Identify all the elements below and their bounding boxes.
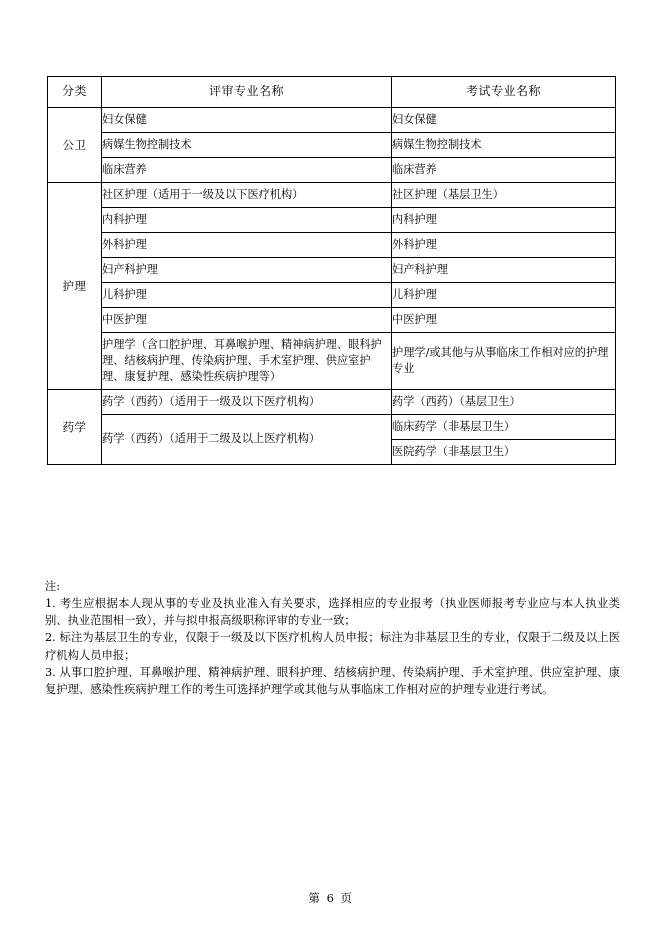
exam-cell — [392, 415, 616, 440]
review-text: 病媒生物控制技术 — [102, 137, 192, 151]
review-text: 社区护理（适用于一级及以下医疗机构） — [102, 187, 304, 201]
exam-text: 妇产科护理 — [392, 262, 448, 276]
exam-text: 社区护理（基层卫生） — [392, 187, 504, 201]
note-item-1: 1. 考生应根据本人现从事的专业及执业准入有关要求，选择相应的专业报考（执业医师报考专业应与本人执业类别、执业范围相一致），并与拟申报高级职称评审的专业一致； — [45, 597, 620, 628]
exam-text: 临床药学（非基层卫生） — [392, 419, 516, 433]
review-cell — [102, 183, 392, 208]
exam-text: 中医护理 — [392, 312, 437, 326]
exam-cell — [392, 283, 616, 308]
category-cell-nursing: 护理 — [48, 183, 102, 390]
exam-cell — [392, 233, 616, 258]
review-cell — [102, 233, 392, 258]
header-category: 分类 — [48, 77, 102, 108]
review-cell — [102, 333, 392, 390]
review-text: 护理学（含口腔护理、耳鼻喉护理、精神病护理、眼科护理、结核病护理、传染病护理、手术室护理、供应室护理、康复护理、感染性疾病护理等） — [102, 337, 382, 384]
table-header-row — [48, 77, 616, 108]
review-text: 妇女保健 — [102, 112, 147, 126]
exam-text: 护理学/或其他与从事临床工作相对应的护理专业 — [392, 345, 609, 375]
review-cell — [102, 208, 392, 233]
exam-text: 临床营养 — [392, 162, 437, 176]
table-row — [48, 308, 616, 333]
note-item-3: 3. 从事口腔护理、耳鼻喉护理、精神病护理、眼科护理、结核病护理、传染病护理、手术室护理、供应室护理、康复护理、感染性疾病护理工作的考生可选择护理学或其他与从事临床工作相对应的护理专业进行考试。 — [45, 665, 620, 696]
exam-cell — [392, 308, 616, 333]
review-text: 药学（西药）（适用于二级及以上医疗机构） — [102, 432, 321, 446]
notes-heading: 注: — [45, 580, 61, 593]
review-text: 妇产科护理 — [102, 262, 158, 276]
table-row — [48, 233, 616, 258]
table-row — [48, 415, 616, 440]
table-row — [48, 258, 616, 283]
review-text: 儿科护理 — [102, 287, 147, 301]
specialty-table — [47, 76, 616, 465]
exam-cell — [392, 258, 616, 283]
review-text: 中医护理 — [102, 312, 147, 326]
exam-text: 内科护理 — [392, 212, 437, 226]
exam-cell — [392, 390, 616, 415]
page-footer — [0, 890, 662, 906]
table-row — [48, 158, 616, 183]
exam-cell — [392, 158, 616, 183]
table-row — [48, 183, 616, 208]
category-cell-public-health: 公卫 — [48, 108, 102, 183]
review-text: 外科护理 — [102, 237, 147, 251]
header-exam-specialty: 考试专业名称 — [392, 77, 616, 108]
exam-text: 外科护理 — [392, 237, 437, 251]
review-cell — [102, 390, 392, 415]
exam-text: 医院药学（非基层卫生） — [392, 444, 516, 458]
table-row — [48, 333, 616, 390]
exam-cell — [392, 333, 616, 390]
specialty-table-container — [47, 76, 615, 465]
review-text: 临床营养 — [102, 162, 147, 176]
review-cell — [102, 415, 392, 465]
review-cell — [102, 258, 392, 283]
exam-text: 儿科护理 — [392, 287, 437, 301]
review-text: 内科护理 — [102, 212, 147, 226]
review-cell — [102, 283, 392, 308]
header-review-specialty: 评审专业名称 — [102, 77, 392, 108]
review-cell — [102, 133, 392, 158]
page-number-label: 第 6 页 — [308, 891, 354, 905]
table-row — [48, 390, 616, 415]
exam-text: 药学（西药）（基层卫生） — [392, 394, 521, 408]
review-cell — [102, 308, 392, 333]
note-item-2: 2. 标注为基层卫生的专业，仅限于一级及以下医疗机构人员申报；标注为非基层卫生的专业，仅限于二级及以上医疗机构人员申报； — [45, 631, 620, 662]
table-row — [48, 283, 616, 308]
table-row — [48, 208, 616, 233]
category-cell-pharmacy: 药学 — [48, 390, 102, 465]
notes-section — [45, 578, 620, 698]
exam-text: 妇女保健 — [392, 112, 437, 126]
table-row — [48, 108, 616, 133]
exam-cell — [392, 183, 616, 208]
exam-cell — [392, 108, 616, 133]
exam-cell — [392, 440, 616, 465]
review-text: 药学（西药）（适用于一级及以下医疗机构） — [102, 394, 321, 408]
exam-cell — [392, 133, 616, 158]
review-cell — [102, 158, 392, 183]
review-cell — [102, 108, 392, 133]
table-row — [48, 133, 616, 158]
exam-text: 病媒生物控制技术 — [392, 137, 482, 151]
exam-cell — [392, 208, 616, 233]
